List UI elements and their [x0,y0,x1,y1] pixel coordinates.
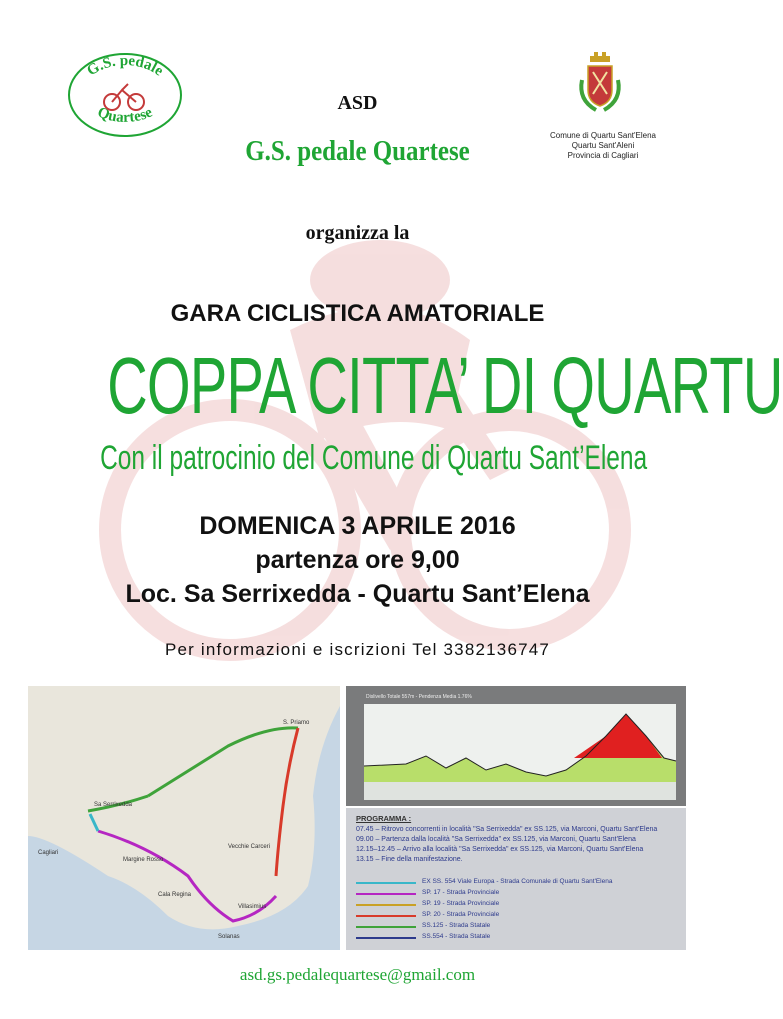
legend-swatch [356,893,416,895]
svg-text:G.S. pedale: G.S. pedale [84,52,167,80]
asd-label: ASD [337,92,378,114]
club-name: G.S. pedale Quartese [245,135,470,167]
organizza-label: organizza la [305,222,410,244]
map-label: Solanas [218,934,240,940]
event-location: Loc. Sa Serrixedda - Quartu Sant’Elena [125,580,590,608]
elevation-profile [346,686,686,806]
map-label: S. Priamo [283,720,310,726]
program-line: 07.45 – Ritrovo concorrenti in località "Sa Serrixedda" ex SS.125, via Marconi, Quartu Sant'Elena [356,826,658,833]
legend-label: SP. 19 - Strada Provinciale [422,900,500,907]
legend-label: EX SS. 554 Viale Europa - Strada Comunale di Quartu Sant'Elena [422,878,613,885]
legend-row [356,922,686,932]
map-label: Villasimius [238,904,267,910]
route-map [28,686,340,950]
event-type: GARA CICLISTICA AMATORIALE [170,300,545,327]
legend-label: SS.125 - Strada Statale [422,922,491,929]
legend-row [356,878,686,888]
municipality-crest [576,50,624,114]
contact-email: asd.gs.pedalequartese@gmail.com [239,965,476,984]
legend-swatch [356,882,416,884]
profile-chart [346,686,686,806]
legend-label: SP. 20 - Strada Provinciale [422,911,500,918]
map-label: Vecchie Carceri [228,844,271,850]
legend-label: SS.554 - Strada Statale [422,933,491,940]
municipality-text [548,131,658,161]
legend-label: SP. 17 - Strada Provinciale [422,889,500,896]
municipality-line: Provincia di Cagliari [567,151,639,160]
legend-row [356,900,686,910]
program-line: 12.15–12.45 – Arrivo alla località "Sa Serrixedda" ex SS.125, via Marconi, Quartu Sant'Elena [356,846,644,853]
map-label: Sa Serrixedda [94,802,133,808]
event-date: DOMENICA 3 APRILE 2016 [199,512,516,540]
municipality-line: Quartu Sant'Aleni [571,141,635,150]
legend-swatch [356,937,416,939]
cyclist-watermark [90,170,783,690]
legend-swatch [356,904,416,906]
map-label: Cala Regina [158,892,192,898]
profile-title: Dislivello Totale 557m - Pendenza Media 1.76% [366,694,472,700]
program-line: 09.00 – Partenza dalla località "Sa Serrixedda" ex SS.125, via Marconi, Quartu Sant'Elena [356,836,636,843]
legend-swatch [356,926,416,928]
patronage-text: Con il patrocinio del Comune di Quartu Sant’Elena [100,439,648,477]
program-heading: PROGRAMMA : [356,814,412,823]
program-line: 13.15 – Fine della manifestazione. [356,856,463,863]
program-panel [346,808,686,950]
start-time: partenza ore 9,00 [255,546,460,574]
legend-row [356,889,686,899]
legend-row [356,933,686,943]
legend-row [356,911,686,921]
map-label: Cagliari [38,850,59,856]
info-contact: Per informazioni e iscrizioni Tel 3382136747 [164,640,551,659]
legend-swatch [356,915,416,917]
event-title: COPPA CITTA’ DI QUARTU [107,341,783,430]
svg-text:Quartese: Quartese [95,104,155,126]
map-label: Margine Rosso [123,857,164,863]
municipality-line: Comune di Quartu Sant'Elena [549,131,657,140]
